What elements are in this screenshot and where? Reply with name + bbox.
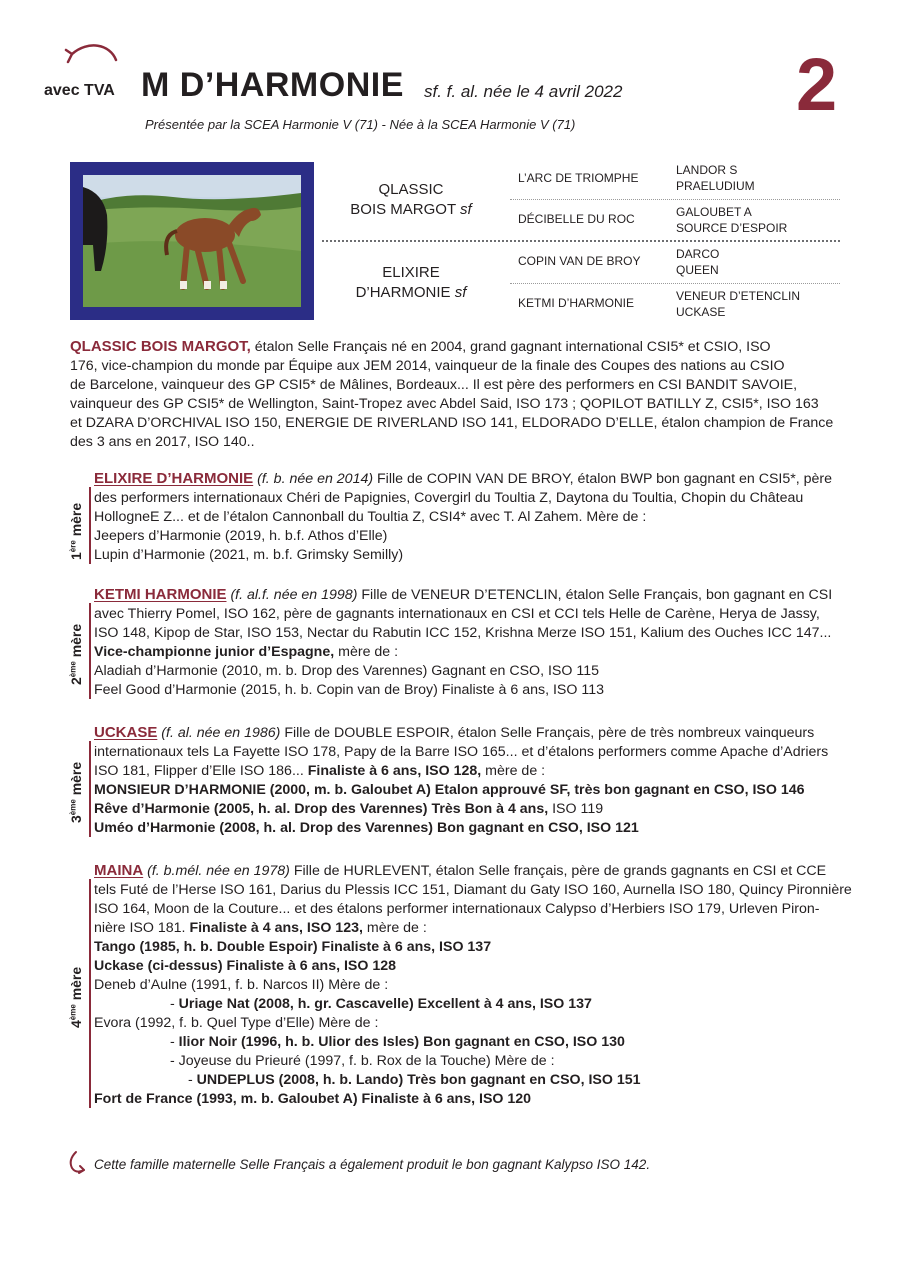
dam-line	[94, 976, 840, 995]
dam-info: (f. al. née en 1986)	[157, 725, 281, 741]
dam-line	[94, 662, 840, 681]
sire-text-line: des 3 ans en 2017, ISO 140..	[70, 434, 255, 450]
generation-word: mère	[68, 502, 84, 540]
dam-line-bold: Uckase (ci-dessus) Finaliste à 6 ans, ISO 128	[94, 958, 397, 974]
dam-line-text: HollogneE Z... et de l’étalon Cannonball du Toultia Z, CSI4* avec T. Al Zahem. Mère de :	[94, 509, 647, 525]
sire-name-line2: BOIS MARGOT	[350, 201, 456, 218]
horse-title: M D’HARMONIE	[141, 66, 404, 104]
dam-line-text: Jeepers d’Harmonie (2019, h. b.f. Athos d’Elle)	[94, 528, 388, 544]
dam-name-line2: D’HARMONIE	[355, 284, 451, 301]
generation-label	[68, 762, 84, 823]
dam-line-bold: Uriage Nat (2008, h. gr. Cascavelle) Excellent à 4 ans, ISO 137	[178, 996, 592, 1012]
dam-name: KETMI HARMONIE	[94, 586, 227, 603]
dam-line	[94, 938, 840, 957]
gen2-2: COPIN VAN DE BROY	[518, 254, 641, 268]
sire-text-line: 176, vice-champion du monde par Équipe aux JEM 2014, vainqueur de la finale des Coupes des nations au CSIO	[70, 358, 785, 374]
dam-line-bold: Uméo d’Harmonie (2008, h. al. Drop des Varennes) Bon gagnant en CSO, ISO 121	[94, 820, 639, 836]
dam-line	[94, 1014, 840, 1033]
dam-line-text: des performers internationaux Chéri de Papignies, Covergirl du Toultia Z, Daytona du Toultia, Chopin du Château	[94, 490, 804, 506]
generation-number: 1	[68, 551, 84, 560]
pedigree-divider-bottom	[510, 283, 840, 284]
dam-line-text: mère de :	[481, 763, 546, 779]
dam-section	[94, 585, 840, 700]
dam-line	[94, 781, 840, 800]
sire-text-line: étalon Selle Français né en 2004, grand gagnant international CSI5* et CSIO, ISO	[250, 339, 771, 355]
gen3-2-sire: DARCO	[676, 247, 720, 261]
dam-line	[94, 643, 840, 662]
dam-suffix: sf	[454, 284, 467, 301]
dam-name	[326, 263, 496, 303]
dam-line-text: Deneb d’Aulne (1991, f. b. Narcos II) Mère de :	[94, 977, 389, 993]
dam-name-line1: ELIXIRE	[382, 264, 440, 281]
dam-info: (f. al.f. née en 1998)	[226, 587, 358, 603]
dam-line-text: tels Futé de l’Herse ISO 161, Darius du Plessis ICC 151, Diamant du Gaty ISO 160, Aurnella ISO 180, Quincy Pironnière	[94, 882, 852, 898]
dam-line-text: ISO 119	[548, 801, 604, 817]
dam-section	[94, 469, 840, 565]
generation-number: 4	[68, 1019, 84, 1028]
dam-line	[94, 762, 840, 781]
dam-line-text: Aladiah d’Harmonie (2010, m. b. Drop des Varennes) Gagnant en CSO, ISO 115	[94, 663, 599, 679]
dam-line-text: ISO 148, Kipop de Star, ISO 153, Nectar du Rabutin ICC 152, Krishna Merze ISO 151, Kalium des Ouches ICC 147...	[94, 625, 832, 641]
generation-suffix: ème	[68, 799, 78, 816]
dam-line	[94, 1033, 840, 1052]
generation-word: mère	[68, 623, 84, 662]
dam-line-text: avec Thierry Pomel, ISO 162, père de gagnants internationaux en CSI et CCI tels Helle de Carène, Herya de Jassy,	[94, 606, 820, 622]
dam-first-text: Fille de DOUBLE ESPOIR, étalon Selle Français, père de très nombreux vainqueurs	[280, 725, 815, 741]
sire-text-line: vainqueur des GP CSI5* de Wellington, Saint-Tropez avec Abdel Said, ISO 173 ; QOPILOT BATILLY Z, CSI5*, ISO 163	[70, 396, 819, 412]
dam-line-bold: Ilior Noir (1996, h. b. Ulior des Isles) Bon gagnant en CSO, ISO 130	[178, 1034, 625, 1050]
dam-line-text: - Joyeuse du Prieuré (1997, f. b. Rox de la Touche) Mère de :	[170, 1053, 555, 1069]
dam-line-bold: UNDEPLUS (2008, h. b. Lando) Très bon gagnant en CSO, ISO 151	[196, 1072, 641, 1088]
gen2-0: L’ARC DE TRIOMPHE	[518, 171, 639, 185]
dam-bracket	[89, 741, 91, 837]
dam-line-text: -	[188, 1072, 197, 1088]
dam-line	[94, 624, 840, 643]
dam-line	[94, 819, 840, 838]
dam-line-text: ISO 164, Moon de la Couture... et des étalons performer internationaux Calypso d’Herbiers ISO 179, Urleven Piron-	[94, 901, 820, 917]
dam-line-bold: Fort de France (1993, m. b. Galoubet A) Finaliste à 6 ans, ISO 120	[94, 1091, 532, 1107]
generation-suffix: ème	[68, 1003, 78, 1020]
gen3-0-sire: LANDOR S	[676, 163, 738, 177]
dam-line	[94, 681, 840, 700]
pedigree-divider	[322, 240, 840, 242]
horse-subtitle: sf. f. al. née le 4 avril 2022	[424, 82, 623, 101]
dam-line	[94, 1052, 840, 1071]
gen3-3	[676, 288, 800, 320]
dam-bracket	[89, 879, 91, 1108]
sire-name-line1: QLASSIC	[378, 181, 444, 198]
dam-line-bold: Rêve d’Harmonie (2005, h. al. Drop des Varennes) Très Bon à 4 ans,	[94, 801, 549, 817]
dam-name: MAINA	[94, 862, 144, 879]
generation-label	[68, 966, 84, 1027]
dam-line-text: -	[170, 1034, 179, 1050]
dam-line	[94, 605, 840, 624]
dam-line	[94, 508, 840, 527]
dam-name: UCKASE	[94, 724, 158, 741]
dam-section	[94, 861, 852, 1109]
dam-line	[94, 1090, 840, 1109]
dam-line-bold: Vice-championne junior d’Espagne,	[94, 644, 335, 660]
dam-line	[94, 527, 840, 546]
dam-first-line	[94, 469, 840, 489]
dam-line	[94, 800, 840, 819]
gen3-3-dam: UCKASE	[676, 305, 726, 319]
dam-line	[94, 900, 840, 919]
dam-info: (f. b. née en 2014)	[253, 471, 374, 487]
gen3-3-sire: VENEUR D’ETENCLIN	[676, 289, 801, 303]
gen3-1	[676, 204, 787, 236]
dam-line-text: internationaux tels La Fayette ISO 178, Papy de la Barre ISO 165... et d’étalons performers comme Apache d’Adriers	[94, 744, 829, 760]
lot-number: 2	[796, 43, 838, 126]
dam-section	[94, 723, 840, 838]
dam-line	[94, 957, 840, 976]
dam-line-text: ISO 181, Flipper d’Elle ISO 186...	[94, 763, 308, 779]
generation-suffix: ère	[68, 539, 78, 552]
dam-first-text: Fille de COPIN VAN DE BROY, étalon BWP bon gagnant en CSI5*, père	[373, 471, 833, 487]
dam-first-text: Fille de HURLEVENT, étalon Selle français, père de grands gagnants en CSI et CCE	[289, 863, 827, 879]
dam-bracket	[89, 603, 91, 699]
hook-arrow-icon	[66, 1150, 88, 1176]
dam-info: (f. b.mél. née en 1978)	[143, 863, 290, 879]
sire-text-line: et DZARA D’ORCHIVAL ISO 150, ENERGIE DE RIVERLAND ISO 141, ELDORADO D’ELLE, étalon champion de France	[70, 415, 834, 431]
sire-name	[326, 180, 496, 220]
dam-first-line	[94, 861, 840, 881]
generation-word: mère	[68, 761, 84, 800]
dam-first-text: Fille de VENEUR D’ETENCLIN, étalon Selle Français, bon gagnant en CSI	[357, 587, 833, 603]
gen3-2-dam: QUEEN	[676, 263, 719, 277]
dam-line-text: Feel Good d’Harmonie (2015, h. b. Copin van de Broy) Finaliste à 6 ans, ISO 113	[94, 682, 604, 698]
sire-description	[70, 337, 840, 452]
gen3-2	[676, 246, 719, 278]
presented-by: Présentée par la SCEA Harmonie V (71) - Née à la SCEA Harmonie V (71)	[145, 117, 576, 132]
dam-line-text: -	[170, 996, 179, 1012]
gen2-1: DÉCIBELLE DU ROC	[518, 212, 635, 226]
generation-suffix: ème	[68, 661, 78, 678]
sire-suffix: sf	[460, 201, 472, 218]
dam-line-text: Lupin d’Harmonie (2021, m. b.f. Grimsky Semilly)	[94, 547, 404, 563]
generation-label	[68, 502, 84, 559]
gen2-3: KETMI D’HARMONIE	[518, 296, 635, 310]
gen3-1-dam: SOURCE D’ESPOIR	[676, 221, 788, 235]
generation-word: mère	[68, 966, 84, 1004]
dam-line-text: nière ISO 181.	[94, 920, 190, 936]
dam-line-bold: Tango (1985, h. b. Double Espoir) Finaliste à 6 ans, ISO 137	[94, 939, 492, 955]
gen3-1-sire: GALOUBET A	[676, 205, 752, 219]
dam-line-text: mère de :	[334, 644, 399, 660]
dam-line-bold: Finaliste à 4 ans, ISO 123,	[189, 920, 363, 936]
dam-line-bold: MONSIEUR D’HARMONIE (2000, m. b. Galoubet A) Etalon approuvé SF, très bon gagnant en CSO, ISO 146	[94, 782, 805, 798]
dam-line-text: Evora (1992, f. b. Quel Type d’Elle) Mère de :	[94, 1015, 379, 1031]
gen3-0	[676, 162, 755, 194]
curved-arrow-icon	[58, 40, 120, 80]
dam-name: ELIXIRE D’HARMONIE	[94, 470, 254, 487]
generation-number: 2	[68, 677, 84, 685]
foal-image	[83, 175, 301, 307]
dam-line	[94, 919, 840, 938]
dam-line	[94, 1071, 840, 1090]
footnote: Cette famille maternelle Selle Français a également produit le bon gagnant Kalypso ISO 142.	[94, 1157, 651, 1172]
dam-line	[94, 995, 840, 1014]
generation-number: 3	[68, 815, 84, 823]
dam-line-text: mère de :	[362, 920, 427, 936]
foal-photo	[70, 162, 314, 320]
dam-line	[94, 489, 840, 508]
dam-first-line	[94, 585, 840, 605]
dam-bracket	[89, 487, 91, 564]
generation-label	[68, 624, 84, 685]
dam-line	[94, 881, 852, 900]
tva-label: avec TVA	[44, 82, 115, 99]
dam-line	[94, 743, 840, 762]
dam-first-line	[94, 723, 840, 743]
pedigree-divider-top	[510, 199, 840, 200]
dam-line	[94, 546, 840, 565]
sire-text-name: QLASSIC BOIS MARGOT,	[70, 338, 251, 355]
gen3-0-dam: PRAELUDIUM	[676, 179, 755, 193]
sire-text-line: de Barcelone, vainqueur des GP CSI5* de Mâlines, Bordeaux... Il est père des performers en CSI BANDIT SAVOIE,	[70, 377, 798, 393]
dam-line-bold: Finaliste à 6 ans, ISO 128,	[307, 763, 482, 779]
